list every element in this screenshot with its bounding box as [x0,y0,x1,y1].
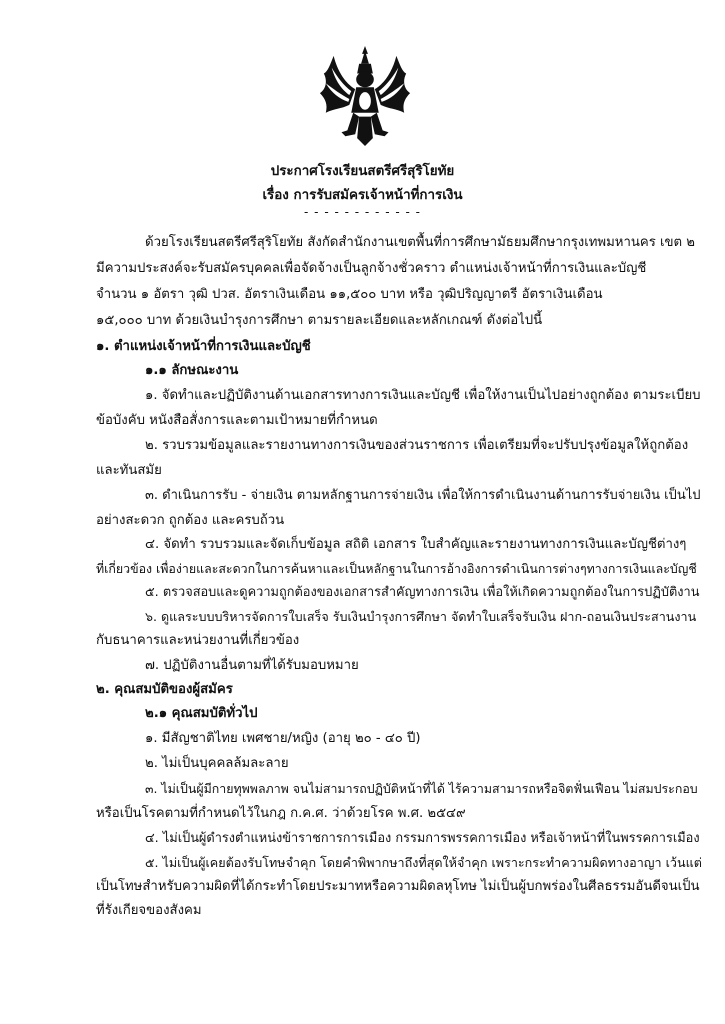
duty-item: ๔. จัดทำ รวบรวมและจัดเก็บข้อมูล สถิติ เอกสาร ใบสำคัญและรายงานทางการเงินและบัญชีต่างๆ [145,537,687,552]
qualification-item: ๕. ไม่เป็นผู้เคยต้องรับโทษจำคุก โดยคำพิพากษาถึงที่สุดให้จำคุก เพราะกระทำความผิดทางอาญา เว้นแต่ [145,855,702,870]
qualification-item-continuation: หรือเป็นโรคตามที่กำหนดไว้ในกฎ ก.ค.ศ. ว่าด้วยโรค พ.ศ. ๒๕๔๙ [96,806,466,821]
duty-item: ๖. ดูแลระบบบริหารจัดการใบเสร็จ รับเงินบำรุงการศึกษา จัดทำใบเสร็จรับเงิน ฝาก-ถอนเงินประสานงาน [145,609,697,624]
section-1-1-heading: ๑.๑ ลักษณะงาน [145,363,239,378]
garuda-emblem-icon [316,44,414,152]
qualification-item: ๒. ไม่เป็นบุคคลล้มละลาย [145,756,289,771]
section-1-heading: ๑. ตำแหน่งเจ้าหน้าที่การเงินและบัญชี [96,339,311,354]
announcement-subject: เรื่อง การรับสมัครเจ้าหน้าที่การเงิน [262,188,463,203]
duty-item-continuation: ข้อบังคับ หนังสือสั่งการและตามเป้าหมายที่กำหนด [96,413,378,428]
duty-item: ๕. ตรวจสอบและดูความถูกต้องของเอกสารสำคัญทางการเงิน เพื่อให้เกิดความถูกต้องในการปฏิบัติงาน [145,585,700,600]
qualification-item: ๑. มีสัญชาติไทย เพศชาย/หญิง (อายุ ๒๐ - ๔๐ ปี) [145,731,421,746]
duty-item-continuation: ที่เกี่ยวข้อง เพื่อง่ายและสะดวกในการค้นหาและเป็นหลักฐานในการอ้างอิงการดำเนินการต่างๆทางการเงินและบัญชี [96,561,697,576]
section-2-heading: ๒. คุณสมบัติของผู้สมัคร [96,682,233,697]
duty-item: ๗. ปฏิบัติงานอื่นตามที่ได้รับมอบหมาย [145,658,359,673]
qualification-item: ๓. ไม่เป็นผู้มีกายทุพพลภาพ จนไม่สามารถปฏิบัติหน้าที่ได้ ไร้ความสามารถหรือจิตฟั่นเฟือน ไม่สมประกอบ [145,781,698,796]
intro-line: ด้วยโรงเรียนสตรีศรีสุริโยทัย สังกัดสำนักงานเขตพื้นที่การศึกษามัธยมศึกษากรุงเทพมหานคร เขต ๒ [145,235,695,250]
intro-line: ๑๕,๐๐๐ บาท ด้วยเงินบำรุงการศึกษา ตามรายละเอียดและหลักเกณฑ์ ดังต่อไปนี้ [96,313,543,328]
qualification-item-continuation: ที่รังเกียจของสังคม [96,903,202,918]
duty-item: ๓. ดำเนินการรับ - จ่ายเงิน ตามหลักฐานการจ่ายเงิน เพื่อให้การดำเนินงานด้านการรับจ่ายเงิน เป็นไป [145,488,701,503]
announcement-title: ประกาศโรงเรียนสตรีศรีสุริโยทัย [270,164,455,179]
qualification-item-continuation: เป็นโทษสำหรับความผิดที่ได้กระทำโดยประมาทหรือความผิดลหุโทษ ไม่เป็นผู้บกพร่องในศีลธรรมอันดีจนเป็น [96,879,700,894]
duty-item-continuation: กับธนาคารและหน่วยงานที่เกี่ยวข้อง [96,633,300,648]
duty-item-continuation: และทันสมัย [96,463,162,478]
intro-line: มีความประสงค์จะรับสมัครบุคคลเพื่อจัดจ้างเป็นลูกจ้างชั่วคราว ตำแหน่งเจ้าหน้าที่การเงินและบัญชี [96,261,647,276]
duty-item: ๒. รวบรวมข้อมูลและรายงานทางการเงินของส่วนราชการ เพื่อเตรียมที่จะปรับปรุงข้อมูลให้ถูกต้อง [145,438,689,453]
title-separator: - - - - - - - - - - - - [304,205,421,219]
qualification-item: ๔. ไม่เป็นผู้ดำรงตำแหน่งข้าราชการการเมือง กรรมการพรรคการเมือง หรือเจ้าหน้าที่ในพรรคการเมือง [145,831,700,846]
intro-line: จำนวน ๑ อัตรา วุฒิ ปวส. อัตราเงินเดือน ๑๑,๕๐๐ บาท หรือ วุฒิปริญญาตรี อัตราเงินเดือน [96,287,603,302]
duty-item: ๑. จัดทำและปฏิบัติงานด้านเอกสารทางการเงินและบัญชี เพื่อให้งานเป็นไปอย่างถูกต้อง ตามระเบียบ [145,388,701,403]
section-2-1-heading: ๒.๑ คุณสมบัติทั่วไป [145,706,258,721]
duty-item-continuation: อย่างสะดวก ถูกต้อง และครบถ้วน [96,513,285,528]
